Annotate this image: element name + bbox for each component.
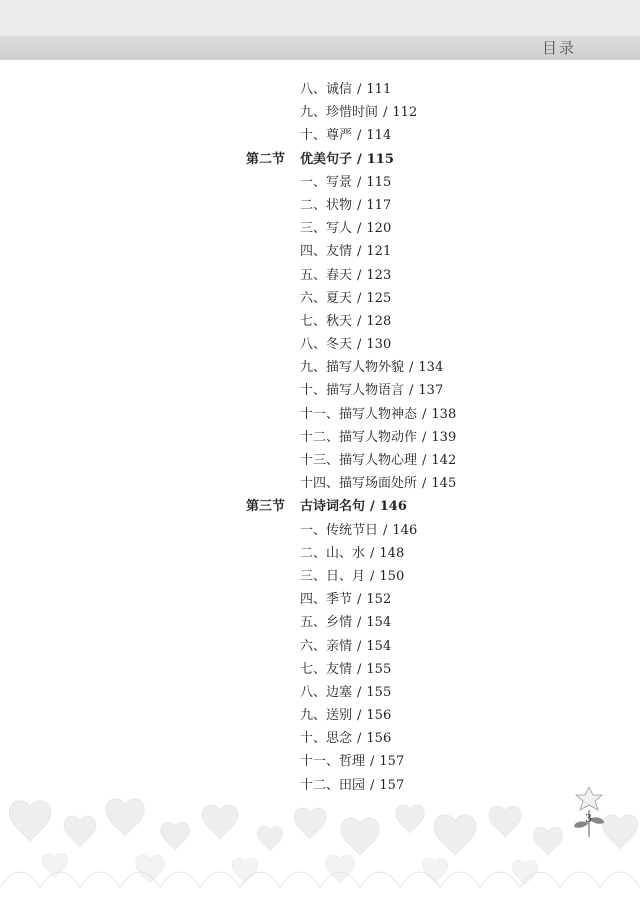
- toc-entry: [0, 310, 640, 333]
- toc-label: 六、夏天: [300, 290, 353, 306]
- toc-entry: [0, 426, 640, 449]
- toc-entry: [0, 750, 640, 773]
- toc-entry: [0, 240, 640, 263]
- toc-page-number: 157: [379, 777, 405, 793]
- toc-page-number: 156: [366, 731, 392, 747]
- toc-page-number: 142: [431, 453, 457, 468]
- toc-entry: [0, 565, 640, 588]
- toc-label: 五、乡情: [300, 615, 353, 631]
- toc-entry: [0, 356, 640, 379]
- toc-label: 十二、田园: [300, 777, 366, 793]
- toc-entry: [0, 217, 640, 240]
- toc-page-number: 111: [366, 82, 392, 97]
- toc-label: 优美句子: [300, 151, 353, 167]
- section-number: 第三节: [246, 499, 286, 515]
- toc-label: 六、亲情: [300, 638, 353, 654]
- separator: /: [370, 777, 375, 793]
- toc-entry: [0, 379, 640, 402]
- toc-label: 九、送别: [300, 708, 353, 724]
- separator: /: [357, 337, 362, 353]
- toc-label: 十、描写人物语言: [300, 383, 405, 399]
- toc-page-number: 152: [366, 592, 392, 608]
- toc-entry: [0, 403, 640, 426]
- toc-label: 一、传统节日: [300, 522, 379, 538]
- toc-page-number: 130: [366, 337, 392, 353]
- toc-label: 八、边塞: [300, 684, 353, 700]
- separator: /: [357, 244, 362, 260]
- toc-entry: [0, 611, 640, 634]
- hearts-footer-decoration: [0, 787, 640, 897]
- toc-page-number: 115: [366, 151, 394, 167]
- top-margin-band: [0, 0, 640, 36]
- toc-entry: [0, 704, 640, 727]
- toc-section-heading: [0, 495, 640, 518]
- toc-label: 十三、描写人物心理: [300, 453, 418, 468]
- separator: /: [383, 105, 388, 121]
- toc-page-number: 112: [392, 105, 418, 121]
- separator: /: [357, 128, 362, 144]
- separator: /: [357, 313, 362, 329]
- separator: /: [357, 708, 362, 724]
- toc-label: 七、友情: [300, 661, 353, 677]
- separator: /: [409, 383, 414, 399]
- toc-entry: [0, 287, 640, 310]
- toc-entry: [0, 542, 640, 565]
- toc-label: 三、写人: [300, 221, 353, 237]
- toc-entry: [0, 101, 640, 124]
- toc-entry: [0, 658, 640, 681]
- toc-page-number: 123: [366, 267, 392, 283]
- separator: /: [357, 615, 362, 631]
- toc-entry: [0, 78, 640, 101]
- toc-page-number: 154: [366, 638, 392, 654]
- toc-label: 八、冬天: [300, 337, 353, 353]
- toc-entry: [0, 124, 640, 147]
- toc-entry: [0, 449, 640, 472]
- toc-label: 四、季节: [300, 592, 353, 608]
- separator: /: [422, 429, 427, 445]
- toc-page-number: 125: [366, 290, 392, 306]
- separator: /: [422, 406, 427, 422]
- separator: /: [357, 82, 362, 97]
- toc-label: 十一、描写人物神态: [300, 406, 418, 422]
- toc-page-number: 128: [366, 313, 392, 329]
- page-number: 3: [585, 812, 592, 825]
- toc-entry: [0, 194, 640, 217]
- toc-entry: [0, 635, 640, 658]
- separator: /: [370, 545, 375, 561]
- toc-entry: [0, 588, 640, 611]
- toc-entry: [0, 681, 640, 704]
- section-number: 第二节: [246, 151, 286, 167]
- toc-page-number: 155: [366, 684, 392, 700]
- separator: /: [357, 638, 362, 654]
- toc-page-number: 117: [366, 197, 392, 213]
- separator: /: [357, 174, 362, 190]
- toc-page-number: 145: [431, 476, 457, 492]
- header-title: 目录: [541, 39, 576, 57]
- toc-page-number: 114: [366, 128, 392, 144]
- toc-page-number: 139: [431, 429, 457, 445]
- toc-label: 十四、描写场面处所: [300, 476, 418, 492]
- separator: /: [422, 453, 427, 468]
- toc-label: 五、春天: [300, 267, 353, 283]
- separator: /: [357, 290, 362, 306]
- separator: /: [383, 522, 388, 538]
- running-header-bar: [0, 36, 640, 60]
- toc-page-number: 120: [366, 221, 392, 237]
- toc-label: 七、秋天: [300, 313, 353, 329]
- separator: /: [370, 499, 375, 515]
- toc-label: 二、山、水: [300, 545, 366, 561]
- toc-entry: [0, 171, 640, 194]
- separator: /: [357, 197, 362, 213]
- separator: /: [357, 731, 362, 747]
- toc-page-number: 146: [392, 522, 418, 538]
- separator: /: [357, 267, 362, 283]
- toc-page-number: 137: [418, 383, 444, 399]
- toc-label: 十一、哲理: [300, 754, 366, 770]
- toc-label: 九、珍惜时间: [300, 105, 379, 121]
- separator: /: [357, 151, 362, 167]
- toc-label: 古诗词名句: [300, 499, 366, 515]
- toc-page-number: 146: [379, 499, 407, 515]
- toc-label: 十二、描写人物动作: [300, 429, 418, 445]
- toc-label: 九、描写人物外貌: [300, 360, 405, 376]
- toc-entry: [0, 727, 640, 750]
- separator: /: [357, 684, 362, 700]
- toc-entry: [0, 519, 640, 542]
- toc-entry: [0, 264, 640, 287]
- toc-page-number: 148: [379, 545, 405, 561]
- separator: /: [422, 476, 427, 492]
- separator: /: [370, 568, 375, 584]
- toc-page-number: 134: [418, 360, 444, 376]
- toc-page-number: 155: [366, 661, 392, 677]
- toc-label: 四、友情: [300, 244, 353, 260]
- toc-page-number: 115: [366, 174, 392, 190]
- toc-page-number: 150: [379, 568, 405, 584]
- separator: /: [357, 592, 362, 608]
- separator: /: [409, 360, 414, 376]
- separator: /: [370, 754, 375, 770]
- toc-entry: [0, 333, 640, 356]
- table-of-contents: [0, 78, 640, 797]
- toc-label: 一、写景: [300, 174, 353, 190]
- toc-entry: [0, 472, 640, 495]
- toc-page-number: 138: [431, 406, 457, 422]
- toc-label: 三、日、月: [300, 568, 366, 584]
- separator: /: [357, 221, 362, 237]
- toc-label: 十、思念: [300, 731, 353, 747]
- toc-label: 十、尊严: [300, 128, 353, 144]
- toc-page-number: 154: [366, 615, 392, 631]
- separator: /: [357, 661, 362, 677]
- toc-label: 二、状物: [300, 197, 353, 213]
- toc-page-number: 156: [366, 708, 392, 724]
- toc-page-number: 157: [379, 754, 405, 770]
- toc-label: 八、诚信: [300, 82, 353, 97]
- toc-section-heading: [0, 148, 640, 171]
- toc-page-number: 121: [366, 244, 392, 260]
